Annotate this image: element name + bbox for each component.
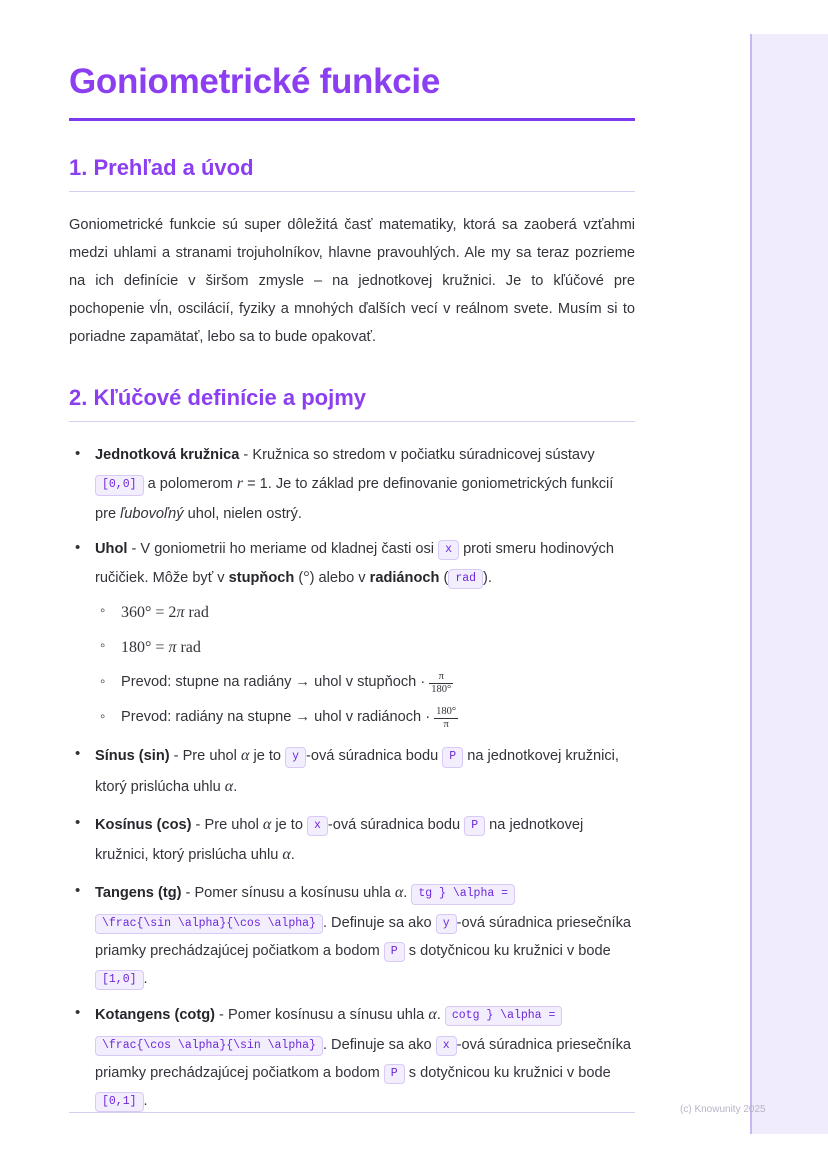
code-chip-point-p: P [384,1064,405,1084]
list-item-sine [69,741,635,802]
math-pi: π [168,639,177,657]
text-fragment: . Definuje sa ako [322,1036,436,1053]
list-item-cotangent [69,1000,635,1115]
text-fragment: a polomerom [143,476,237,493]
term-label: Kotangens (cotg) [95,1006,215,1023]
term-label: Jednotková kružnica [95,447,240,464]
text-fragment: - Pomer sínusu a kosínusu uhla [181,885,395,902]
degree-symbol: ° [145,639,152,657]
math-alpha: α [394,884,404,902]
term-label: Uhol [95,541,128,558]
footer-divider [69,1112,635,1113]
math-pi: π [176,603,185,621]
text-fragment: - Kružnica so stredom v počiatku súradnicovej sústavy [239,447,595,464]
definitions-list [69,441,635,1114]
math-alpha: α [428,1005,437,1023]
list-item-tangent [69,878,635,993]
code-chip-point-0-1: [0,1] [95,1092,144,1112]
math-r: r [236,475,244,493]
fraction-denominator: π [443,719,449,731]
text-fragment: -ová súradnica bodu [327,816,465,833]
section-1-paragraph: Goniometrické funkcie sú super dôležitá časť matematiky, ktorá sa zaoberá vzťahmi medzi uhlami a stranami trojuholníkov, hlavne pravouhlých. Ale my sa teraz pozrieme na ich definície v širšom zmysle – na jednotkovej kružnici. Je to kľúčové pre pochopenie vĺn, oscilácií, fyziky a mnohých ďalších vecí v reálnom svete. Musím si to poriadne zapamätať, lebo sa to bude opakovať. [69,217,635,346]
text-fragment: je to [249,748,286,765]
list-item-deg-to-rad [95,671,635,696]
text-fragment: - Pre uhol [169,748,241,765]
text-fragment: -ová súradnica priesečníka priamky prechádzajúcej počiatkom a bodom [95,914,632,959]
text-fragment: - V goniometrii ho meriame od kladnej časti osi [127,541,439,558]
text-fragment: je to [271,816,307,833]
list-item-cosine [69,810,635,871]
fraction-pi-over-180 [429,671,453,696]
copyright-notice: (c) Knowunity 2025 [680,1104,766,1115]
section-1-heading: 1. Prehľad a úvod [69,155,254,181]
section-1-divider [69,191,635,192]
degree-symbol: ° [145,603,152,621]
text-fragment: ) alebo v [309,570,370,587]
math-fragment: = [151,639,169,657]
list-item-unit-circle [69,441,635,528]
degree-symbol: ° [303,569,310,587]
text-fragment: ). [483,570,492,587]
text-fragment: . [436,1006,445,1023]
text-fragment: . [143,1092,148,1109]
section-2-heading: 2. Kľúčové definície a pojmy [69,385,367,411]
text-fragment: s dotyčnicou ku kružnici v bode [404,942,611,959]
code-chip-y: y [436,914,457,934]
code-chip-point-1-0: [1,0] [95,970,144,990]
code-chip-rad: rad [448,569,483,589]
list-item-360-deg [95,600,635,626]
text-fragment: Prevod: radiány na stupne → uhol v radiánoch · [121,709,435,726]
math-alpha: α [240,747,250,765]
list-item-180-deg [95,635,635,661]
text-fragment: na jednotkovej kružnici, ktorý prislúcha uhlu [95,748,619,795]
text-fragment: . [233,778,238,795]
text-fragment: . [403,885,412,902]
text-fragment: proti smeru hodinových ručičiek. Môže byť v [95,541,614,587]
text-fragment: na jednotkovej kružnici, ktorý prislúcha uhlu [95,816,584,864]
fraction-numerator: π [429,671,453,684]
math-alpha: α [282,846,291,864]
code-chip-point-p: P [384,942,405,962]
text-fragment: ( [294,570,304,587]
text-fragment: ( [439,570,449,587]
list-item-rad-to-deg [95,706,635,731]
code-chip-point-p: P [442,747,463,767]
math-fragment: 360 [121,603,145,621]
math-fragment: rad [184,603,209,621]
text-fragment: -ová súradnica priesečníka priamky prechádzajúcej počiatkom a bodom [95,1036,632,1081]
code-chip-x: x [436,1036,457,1056]
math-fragment: = 2 [151,603,177,621]
text-fragment: s dotyčnicou ku kružnici v bode [404,1064,611,1081]
fraction-180-over-pi [434,706,458,731]
text-fragment: - Pomer kosínusu a sínusu uhla [215,1006,429,1023]
math-alpha: α [262,815,272,833]
list-item-angle [69,535,635,731]
angle-conversions-list [95,600,635,731]
section-2-divider [69,421,635,422]
code-chip-y: y [285,747,306,767]
math-alpha: α [224,777,234,795]
code-chip-x: x [307,816,328,836]
code-chip-cot-formula-head: cotg } \alpha = [445,1006,563,1026]
page-side-strip [750,34,828,1134]
text-fragment: . [143,970,148,987]
text-fragment: - Pre uhol [191,816,263,833]
term-radians: radiánoch [369,570,440,587]
text-fragment: . [290,847,295,864]
code-chip-cot-formula-body: \frac{\cos \alpha}{\sin \alpha} [95,1036,323,1056]
math-fragment: rad [176,639,201,657]
fraction-numerator: 180° [434,706,458,719]
emphasis-text: ľubovoľný [120,506,184,523]
math-fragment: 180 [121,639,145,657]
term-label: Kosínus (cos) [95,816,192,833]
text-fragment: . Definuje sa ako [322,914,436,931]
code-chip-tan-formula-head: tg } \alpha = [411,884,515,904]
text-fragment: -ová súradnica bodu [306,748,443,765]
code-chip-tan-formula-body: \frac{\sin \alpha}{\cos \alpha} [95,914,323,934]
term-label: Tangens (tg) [95,885,182,902]
code-chip-x-axis: x [438,540,459,560]
text-fragment: uhol, nielen ostrý. [183,506,302,523]
term-degrees: stupňoch [228,570,295,587]
term-label: Sínus (sin) [95,748,170,765]
code-chip-point-p: P [464,816,485,836]
text-fragment: Prevod: stupne na radiány → uhol v stupňoch · [121,674,430,691]
title-divider [69,118,635,121]
page-title: Goniometrické funkcie [69,62,441,101]
fraction-denominator: 180° [431,684,452,696]
text-fragment: = 1. Je to základ pre definovanie goniometrických funkcií pre [95,476,614,523]
code-chip-origin: [0,0] [95,475,144,495]
